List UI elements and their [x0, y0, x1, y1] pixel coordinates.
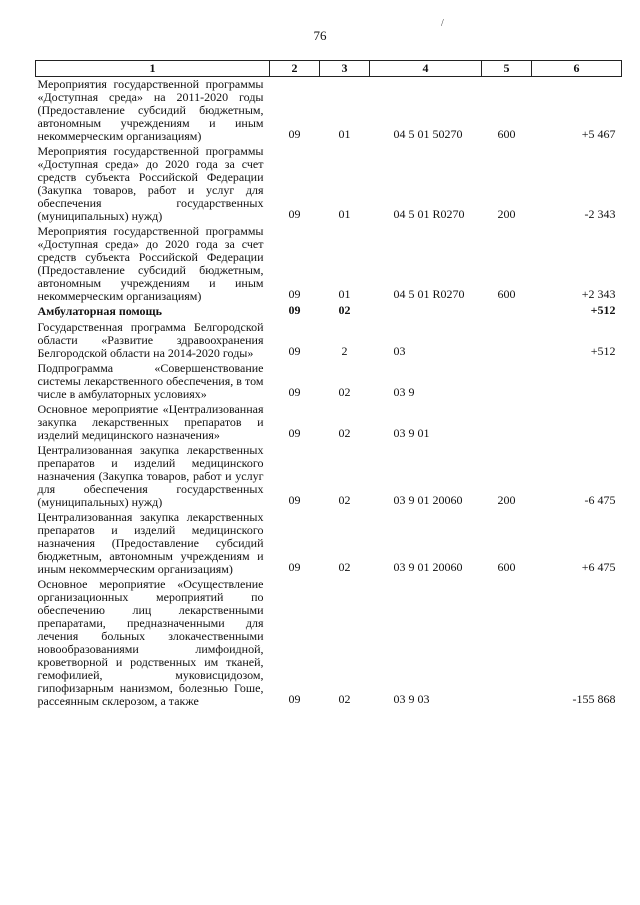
column-header-name: 1 — [36, 61, 270, 77]
row-target-article: 04 5 01 50270 — [393, 127, 463, 141]
table-row — [36, 510, 622, 577]
row-section: 09 — [288, 385, 301, 399]
row-name: Основное мероприятие «Осуществление организационных мероприятий по обеспечению лиц лекарственными препаратами, предназначенными для лечения больных злокачественными новообразованиями лимфоидной, кроветворной и родственных им тканей, гемофилией, муковисцидозом, гипофизарным нанизмом, болезнью Гоше, рассеянным склерозом, а также — [37, 577, 264, 708]
row-target-article: 03 9 01 20060 — [393, 560, 463, 574]
row-subsection: 02 — [338, 692, 351, 706]
row-subsection: 01 — [338, 207, 351, 221]
budget-table — [35, 60, 622, 709]
row-subsection: 02 — [338, 303, 351, 317]
row-target-article: 03 9 01 — [393, 426, 430, 440]
row-expense-type: 600 — [497, 560, 516, 574]
row-section: 09 — [288, 207, 301, 221]
column-header-subsection: 3 — [320, 61, 370, 77]
table-row — [36, 443, 622, 510]
row-amount: +5 467 — [581, 127, 616, 141]
row-name: Государственная программа Белгородской области «Развитие здравоохранения Белгородской области на 2014-2020 годы» — [37, 320, 264, 360]
row-amount: -2 343 — [584, 207, 616, 221]
row-amount: +512 — [590, 303, 616, 317]
table-header — [36, 61, 622, 77]
column-header-expense-type: 5 — [482, 61, 532, 77]
row-target-article: 04 5 01 R0270 — [393, 287, 465, 301]
row-amount: -6 475 — [584, 493, 616, 507]
row-name: Основное мероприятие «Централизованная закупка лекарственных препаратов и изделий медицинского назначения» — [37, 402, 264, 442]
row-expense-type — [482, 402, 532, 443]
row-target-article: 03 9 01 20060 — [393, 493, 463, 507]
table-row — [36, 577, 622, 709]
row-name: Централизованная закупка лекарственных препаратов и изделий медицинского назначения (Закупка товаров, работ и услуг для обеспечения государственных (муниципальных) нужд) — [37, 443, 264, 509]
row-expense-type — [482, 577, 532, 709]
column-header-target-article: 4 — [370, 61, 482, 77]
column-header-section: 2 — [270, 61, 320, 77]
row-target-article: 04 5 01 R0270 — [393, 207, 465, 221]
row-amount — [532, 402, 622, 443]
row-name: Амбулаторная помощь — [37, 304, 162, 318]
row-section: 09 — [288, 560, 301, 574]
row-section: 09 — [288, 344, 301, 358]
row-section: 09 — [288, 493, 301, 507]
row-subsection: 01 — [338, 127, 351, 141]
row-amount: +2 343 — [581, 287, 616, 301]
row-expense-type: 200 — [497, 207, 516, 221]
row-section: 09 — [288, 303, 301, 317]
scan-mark: / — [441, 18, 444, 29]
page-number: 76 — [313, 28, 327, 43]
row-name: Подпрограмма «Совершенствование системы лекарственного обеспечения, в том числе в амбулаторных условиях» — [37, 361, 264, 401]
row-section: 09 — [288, 127, 301, 141]
row-name: Мероприятия государственной программы «Доступная среда» на 2011-2020 годы (Предоставление субсидий бюджетным, автономным учреждениям и иным некоммерческим организациям) — [37, 77, 264, 143]
row-target-article — [370, 304, 482, 320]
row-expense-type — [482, 361, 532, 402]
row-name: Мероприятия государственной программы «Доступная среда» до 2020 года за счет средств субъекта Российской Федерации (Закупка товаров, работ и услуг для обеспечения государственных (муниципальных) нужд) — [37, 144, 264, 223]
row-expense-type: 600 — [497, 287, 516, 301]
table-row — [36, 320, 622, 361]
row-amount: -155 868 — [572, 692, 616, 706]
row-target-article: 03 9 03 — [393, 692, 430, 706]
row-subsection: 02 — [338, 385, 351, 399]
table-row — [36, 402, 622, 443]
table-row — [36, 144, 622, 224]
row-subsection: 02 — [338, 560, 351, 574]
row-name: Централизованная закупка лекарственных препаратов и изделий медицинского назначения (Предоставление субсидий бюджетным, автономным учреждениям и иным некоммерческим организациям) — [37, 510, 264, 576]
row-section: 09 — [288, 287, 301, 301]
column-header-amount: 6 — [532, 61, 622, 77]
row-amount — [532, 361, 622, 402]
table-row — [36, 77, 622, 145]
row-subsection: 01 — [338, 287, 351, 301]
row-name: Мероприятия государственной программы «Доступная среда» до 2020 года за счет средств субъекта Российской Федерации (Предоставление субсидий бюджетным, автономным учреждениям и иным некоммерческим организациям) — [37, 224, 264, 303]
row-expense-type — [482, 320, 532, 361]
table-body — [36, 77, 622, 710]
row-section: 09 — [288, 692, 301, 706]
table-row — [36, 304, 622, 320]
row-subsection: 02 — [338, 493, 351, 507]
row-expense-type: 200 — [497, 493, 516, 507]
row-section: 09 — [288, 426, 301, 440]
table-row — [36, 361, 622, 402]
row-target-article: 03 — [393, 344, 406, 358]
table-row — [36, 224, 622, 304]
row-amount: +6 475 — [581, 560, 616, 574]
row-expense-type — [482, 304, 532, 320]
row-subsection: 2 — [341, 344, 348, 358]
row-target-article: 03 9 — [393, 385, 415, 399]
row-amount: +512 — [590, 344, 616, 358]
row-expense-type: 600 — [497, 127, 516, 141]
row-subsection: 02 — [338, 426, 351, 440]
